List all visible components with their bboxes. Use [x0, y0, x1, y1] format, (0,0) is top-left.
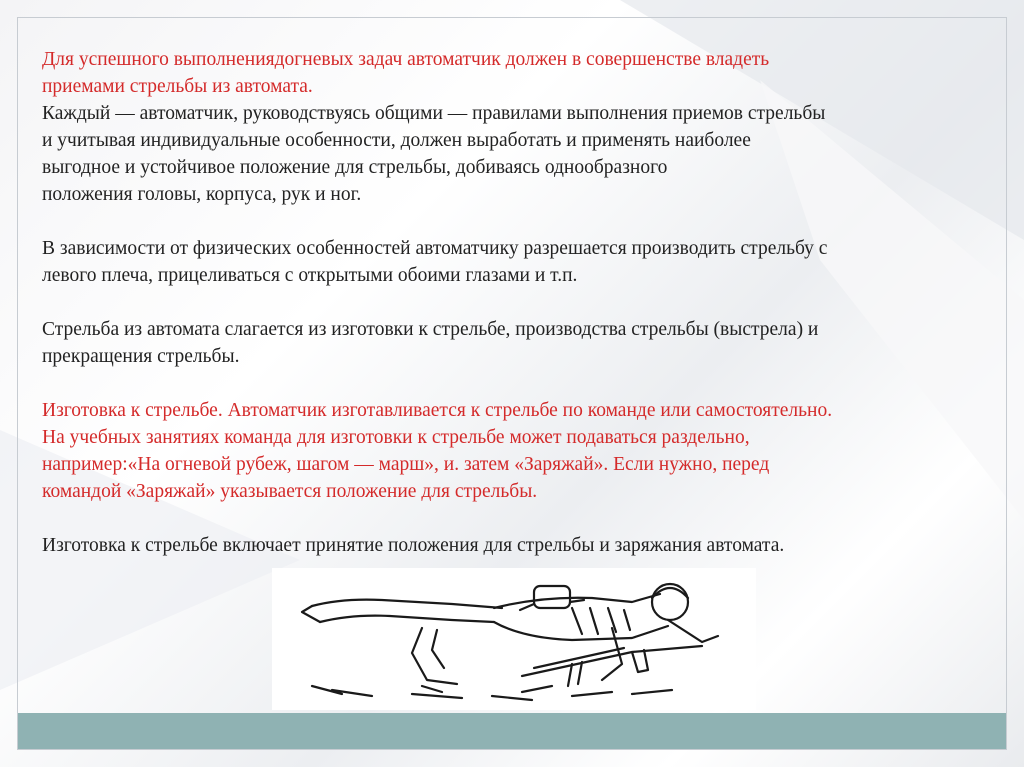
position-line-2: и учитывая индивидуальные особенности, должен выработать и применять наиболее	[42, 130, 751, 151]
preparation-line-4: командой «Заряжай» указывается положение для стрельбы.	[42, 481, 538, 502]
preparation-line-3: например:«На огневой рубеж, шагом — марш», и. затем «Заряжай». Если нужно, перед	[42, 454, 770, 475]
intro-line-2: приемами стрельбы из автомата.	[42, 76, 313, 97]
intro-line-1: Для успешного выполнениядогневых задач автоматчик должен в совершенстве владеть	[42, 49, 770, 70]
position-line-3: выгодное и устойчивое положение для стрельбы, добиваясь однообразного	[42, 157, 668, 178]
stages-line-1: Стрельба из автомата слагается из изготовки к стрельбе, производства стрельбы (выстрела) и	[42, 319, 819, 340]
position-line-1: Каждый — автоматчик, руководствуясь общими — правилами выполнения приемов стрельбы	[42, 103, 826, 124]
bottom-accent-bar	[18, 713, 1006, 749]
position-line-4: положения головы, корпуса, рук и ног.	[42, 184, 362, 205]
prone-shooter-illustration	[272, 568, 756, 710]
includes-line-1: Изготовка к стрельбе включает принятие положения для стрельбы и заряжания автомата.	[42, 535, 785, 556]
preparation-line-2: На учебных занятиях команда для изготовки к стрельбе может подаваться раздельно,	[42, 427, 750, 448]
shoulder-line-2: левого плеча, прицеливаться с открытыми обоими глазами и т.п.	[42, 265, 578, 286]
shoulder-line-1: В зависимости от физических особенностей автоматчику разрешается производить стрельбу с	[42, 238, 828, 259]
stages-line-2: прекращения стрельбы.	[42, 346, 240, 367]
prone-soldier-icon	[272, 568, 756, 710]
slide-content	[42, 46, 992, 559]
preparation-line-1: Изготовка к стрельбе. Автоматчик изготавливается к стрельбе по команде или самостоятельно.	[42, 400, 833, 421]
